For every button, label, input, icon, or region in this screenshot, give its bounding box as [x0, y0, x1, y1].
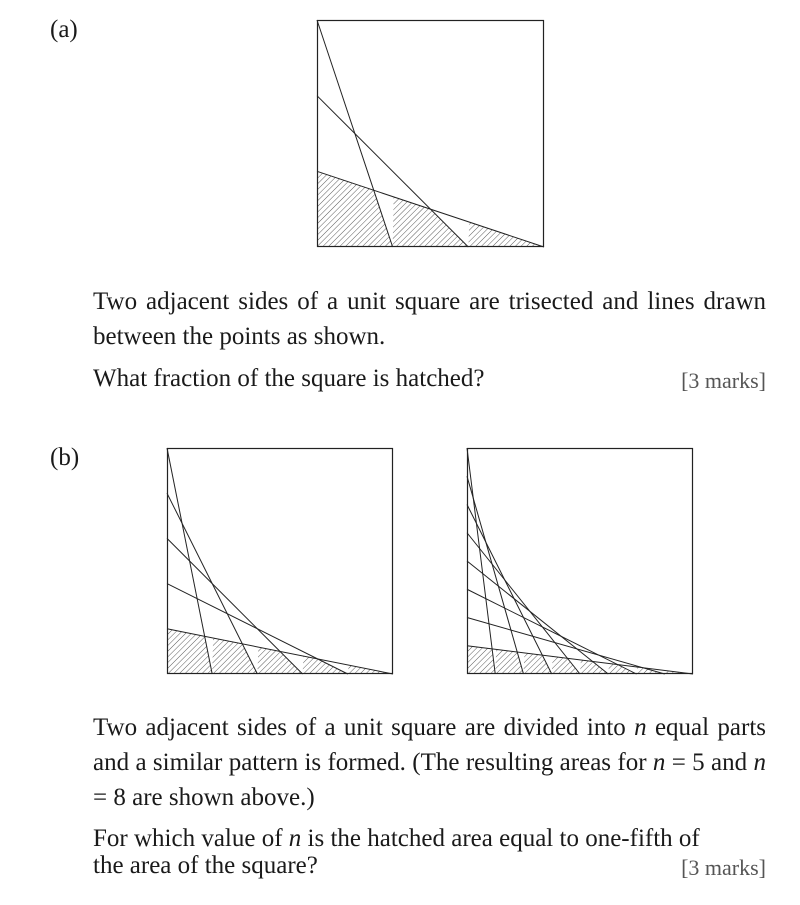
part-b-text-2: equal parts and a similar pattern is formed. (The resulting areas for [93, 714, 767, 776]
part-b-description [93, 710, 766, 815]
part-b-text-1: Two adjacent sides of a unit square are divided into [93, 714, 635, 741]
part-b-question-n: n [288, 825, 302, 852]
n8-square-square-outline [468, 449, 693, 674]
part-b-question-line2-row [93, 852, 766, 881]
part-b-question-text-a: For which value of [93, 825, 289, 852]
part-b-n-2: n [652, 749, 666, 776]
part-b-text-4: = 8 are shown above.) [93, 784, 315, 811]
part-b-question-line1 [93, 825, 766, 852]
part-b-label: (b) [50, 444, 80, 471]
part-b-marks: [3 marks] [681, 855, 766, 880]
part-a-question: What fraction of the square is hatched? [93, 365, 485, 392]
part-b-n-1: n [634, 714, 647, 741]
part-a-description: Two adjacent sides of a unit square are trisected and lines drawn between the points as shown. [93, 288, 766, 350]
n8-square-line-2 [467, 476, 524, 674]
part-b-text-3: = 5 and [665, 749, 754, 776]
n8-square-diagram [467, 448, 693, 674]
part-b-question-text-b: is the hatched area equal to one-fifth of [301, 825, 700, 852]
part-a-question-row [93, 365, 766, 394]
part-b-n-3: n [753, 749, 766, 776]
part-b-question-line2: the area of the square? [93, 852, 318, 879]
trisected-square-diagram [317, 20, 544, 247]
part-a-marks: [3 marks] [681, 368, 766, 393]
part-a-label: (a) [50, 16, 78, 43]
n5-square-diagram [167, 448, 393, 674]
part-b-question [93, 825, 766, 881]
